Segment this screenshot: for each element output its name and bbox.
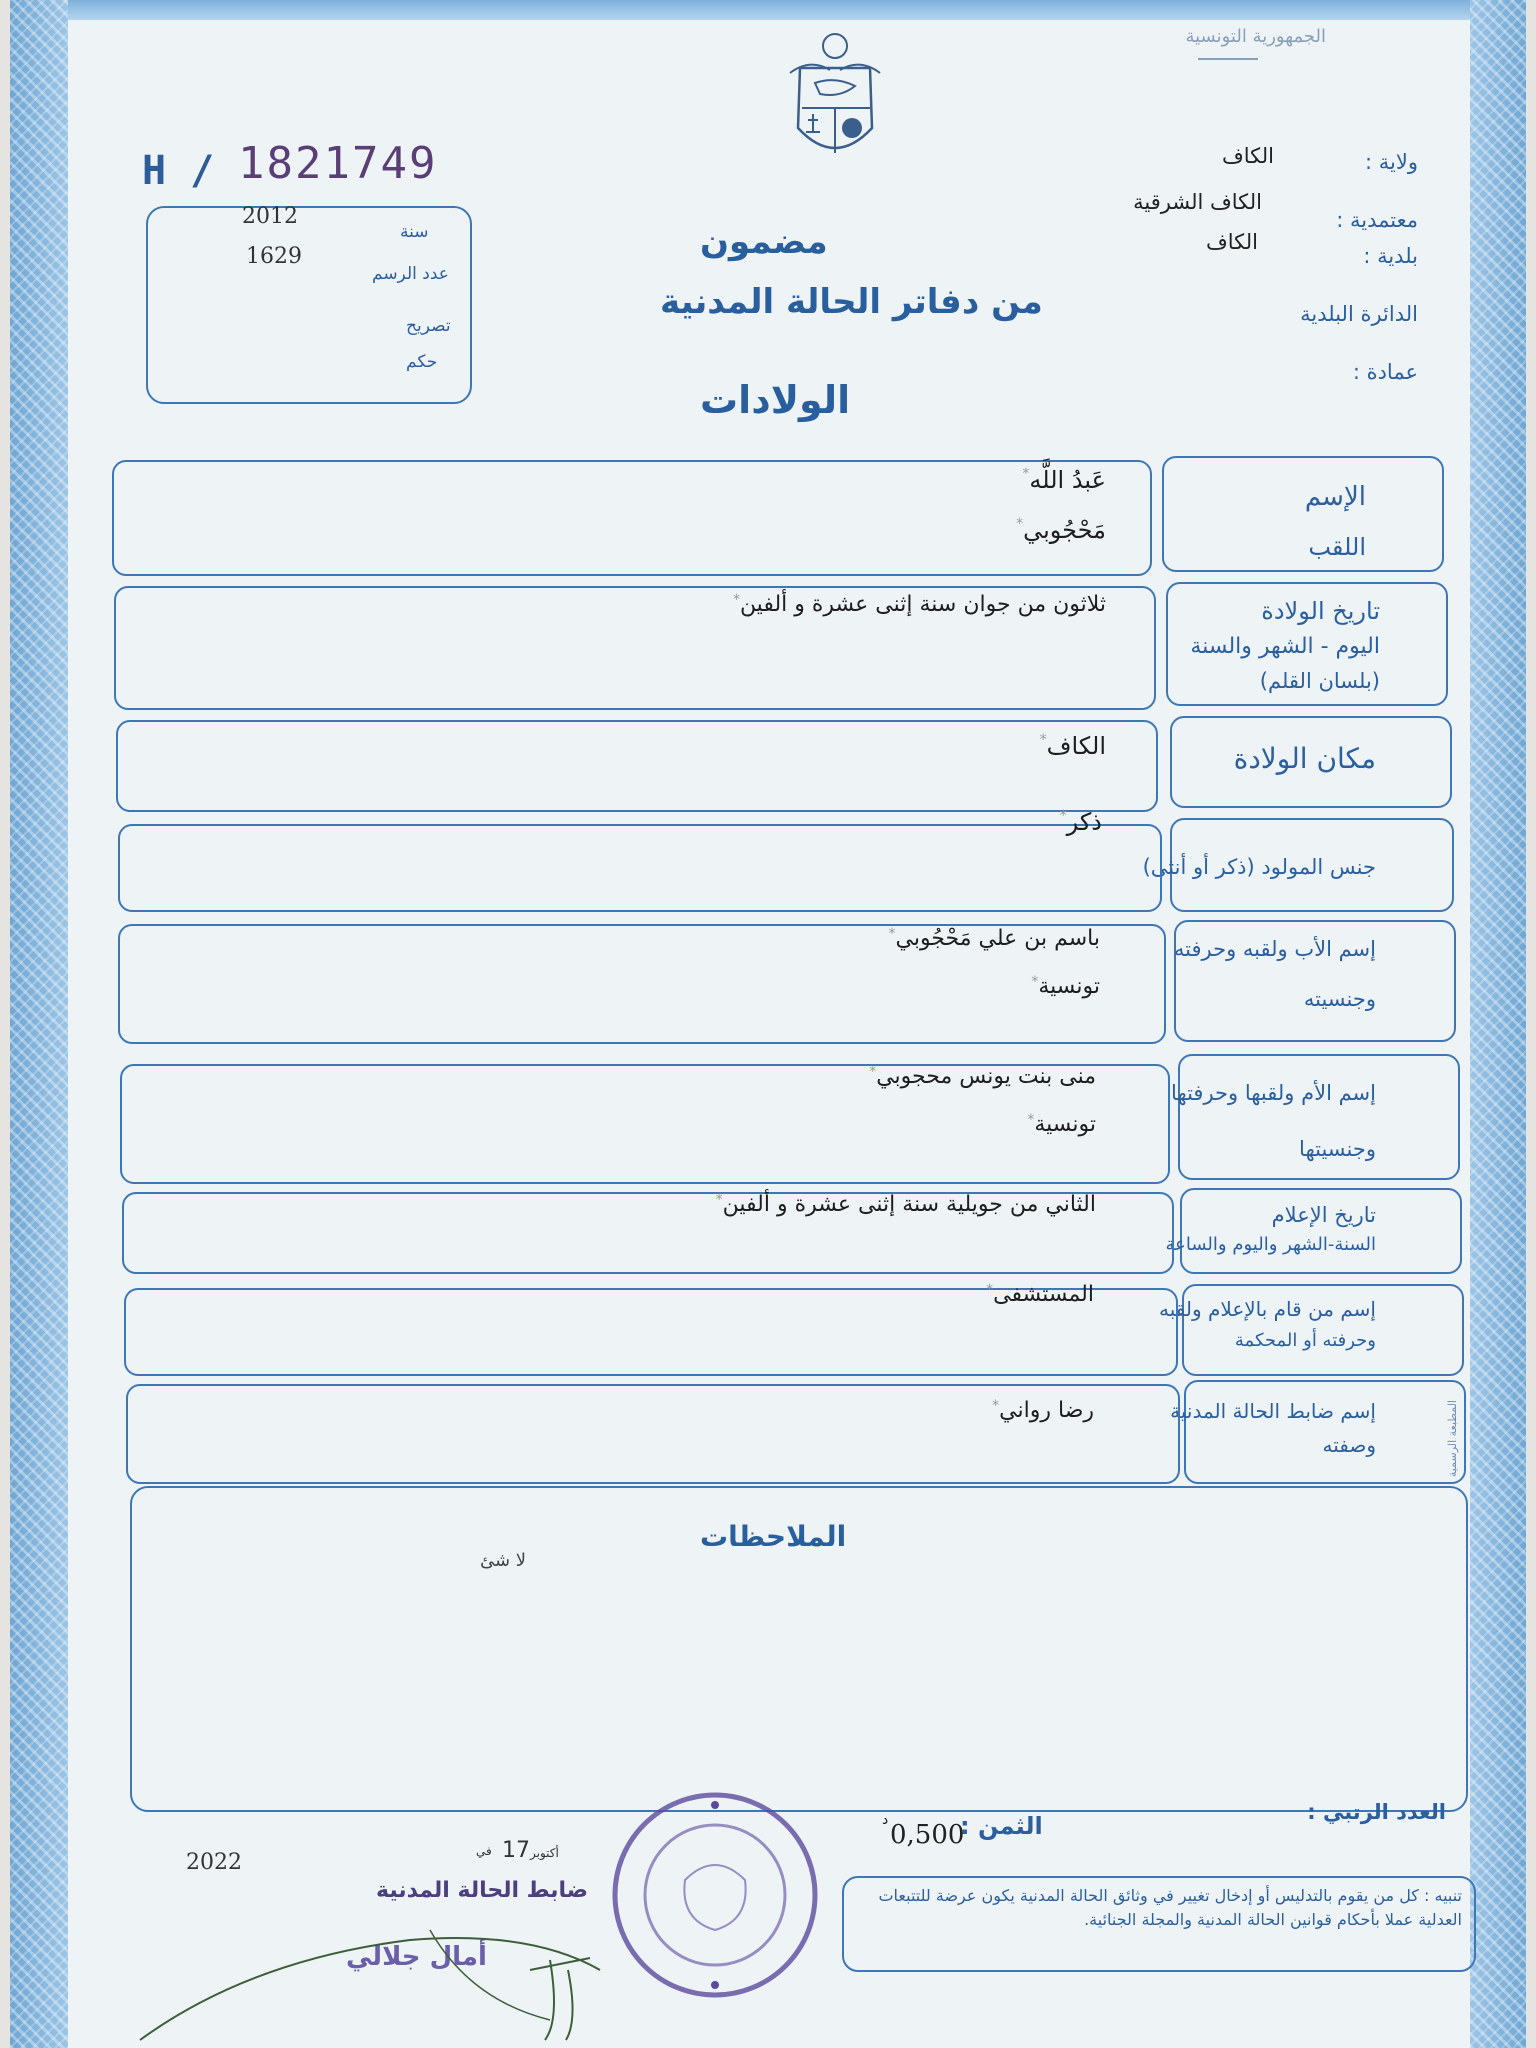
date-year: 2022 — [186, 1850, 242, 1875]
declaration-label: تصريح — [406, 316, 451, 336]
row-mother-value1: منى بنت يونس محجوبي* — [869, 1064, 1096, 1089]
row-name-label-box — [1162, 456, 1444, 572]
year-label: سنة — [400, 222, 429, 242]
remarks-title: الملاحظات — [700, 1520, 847, 1553]
row-gender-value: ذكر* — [1059, 808, 1102, 836]
footer-serial-label: العدد الرتبي : — [1307, 1800, 1446, 1824]
price-value: 0,500 — [890, 1820, 965, 1850]
coat-of-arms-icon — [780, 28, 890, 178]
row-notifier-label1: إسم من قام بالإعلام ولقبه — [1159, 1297, 1376, 1321]
row-notify-date-label2: السنة-الشهر واليوم والساعة — [1165, 1234, 1376, 1255]
sector-label: عمادة : — [1352, 360, 1418, 384]
year-value: 2012 — [242, 204, 298, 229]
star-mark: * — [888, 926, 896, 942]
row-name-label1: الإسم — [1304, 482, 1366, 512]
wilaya-label: ولاية : — [1365, 150, 1418, 174]
delegation-label: معتمدية : — [1336, 208, 1418, 232]
row-gender-value-box — [118, 824, 1162, 912]
decorative-right-border — [1470, 0, 1526, 2048]
section-title: الولادات — [700, 378, 851, 422]
record-number-value: 1629 — [246, 244, 302, 269]
municipal-stamp-icon — [600, 1780, 830, 2010]
star-mark: * — [986, 1282, 994, 1298]
serial-number: 1821749 — [238, 138, 438, 189]
row-notify-date-value: الثاني من جويلية سنة إثنى عشرة و ألفين* — [715, 1192, 1096, 1217]
row-birthdate-value: ثلاثون من جوان سنة إثنى عشرة و ألفين* — [732, 592, 1106, 617]
row-father-label2: وجنسيته — [1303, 987, 1376, 1011]
municipality-value: الكاف — [1206, 230, 1258, 254]
serial-prefix: H / — [142, 148, 215, 194]
legal-notice: تنبيه : كل من يقوم بالتدليس أو إدخال تغيير في وثائق الحالة المدنية يكون عرضة للتتبعات العدلية عملا بأحكام قوانين الحالة المدنية والمجلة الجنائية. — [878, 1886, 1462, 1929]
row-officer-label2: وصفته — [1322, 1433, 1376, 1457]
row-name-value1: عَبدُ اللَّه* — [1022, 466, 1106, 494]
officer-name: أمال جلالي — [346, 1942, 487, 1972]
star-mark: * — [1039, 732, 1047, 748]
republic-header: الجمهورية التونسية — [1185, 26, 1326, 47]
row-mother-label2: وجنسيتها — [1299, 1137, 1376, 1161]
row-notifier-label2: وحرفته أو المحكمة — [1234, 1330, 1376, 1351]
row-name-value-box — [112, 460, 1152, 576]
municipality-label: بلدية : — [1363, 244, 1418, 268]
printer-side-code: المطبعة الرسمية — [1446, 1400, 1459, 1478]
row-birthplace-value-box — [116, 720, 1158, 812]
judgment-label: حكم — [406, 352, 438, 372]
title-line2: من دفاتر الحالة المدنية — [660, 282, 1043, 322]
delegation-value: الكاف الشرقية — [1133, 190, 1262, 214]
civil-record-document — [10, 0, 1526, 2048]
remarks-value: لا شئ — [480, 1550, 527, 1571]
wilaya-value: الكاف — [1222, 144, 1274, 168]
row-birthdate-label1: تاريخ الولادة — [1261, 597, 1380, 625]
decorative-top-border — [10, 0, 1526, 20]
republic-underline — [1198, 58, 1258, 60]
date-prefix: في — [476, 1844, 492, 1858]
row-officer-value: رضا رواني* — [992, 1398, 1094, 1423]
date-day: 17 — [502, 1838, 530, 1863]
row-father-label1: إسم الأب ولقبه وحرفته — [1173, 937, 1376, 961]
price-label: الثمن : — [960, 1812, 1043, 1840]
record-number-label: عدد الرسم — [372, 264, 449, 284]
row-birthplace-label: مكان الولادة — [1233, 742, 1376, 775]
row-mother-label1: إسم الأم ولقبها وحرفتها — [1171, 1081, 1376, 1105]
row-birthdate-label3: (بلسان القلم) — [1259, 669, 1380, 693]
star-mark: * — [1016, 516, 1024, 532]
star-mark: * — [1027, 1112, 1035, 1128]
row-notifier-value: المستشفى* — [986, 1282, 1094, 1307]
row-father-value1: باسم بن علي مَحْجُوبي* — [888, 926, 1100, 951]
price-unit: د — [882, 1812, 889, 1828]
title-line1: مضمون — [700, 222, 828, 262]
row-birthplace-value: الكاف* — [1039, 732, 1106, 760]
officer-title: ضابط الحالة المدنية — [376, 1878, 589, 1903]
row-name-label2: اللقب — [1308, 533, 1366, 561]
star-mark: * — [715, 1192, 723, 1208]
district-label: الدائرة البلدية — [1300, 302, 1418, 326]
star-mark: * — [1031, 974, 1039, 990]
decorative-left-border — [10, 0, 68, 2048]
row-notify-date-label1: تاريخ الإعلام — [1271, 1203, 1376, 1227]
star-mark: * — [869, 1064, 877, 1080]
row-name-value2: مَحْجُوبي* — [1016, 516, 1106, 544]
row-gender-label: جنس المولود (ذكر أو أنثى) — [1142, 855, 1376, 879]
star-mark: * — [1059, 808, 1067, 824]
star-mark: * — [992, 1398, 1000, 1414]
row-father-value2: تونسية* — [1031, 974, 1100, 999]
row-officer-label1: إسم ضابط الحالة المدنية — [1170, 1399, 1376, 1423]
date-month: أكتوبر — [530, 1846, 559, 1860]
row-birthdate-label2: اليوم - الشهر والسنة — [1190, 634, 1380, 659]
signature-icon — [130, 1900, 610, 2048]
star-mark: * — [1022, 466, 1030, 482]
row-mother-value2: تونسية* — [1027, 1112, 1096, 1137]
star-mark: * — [732, 592, 740, 608]
